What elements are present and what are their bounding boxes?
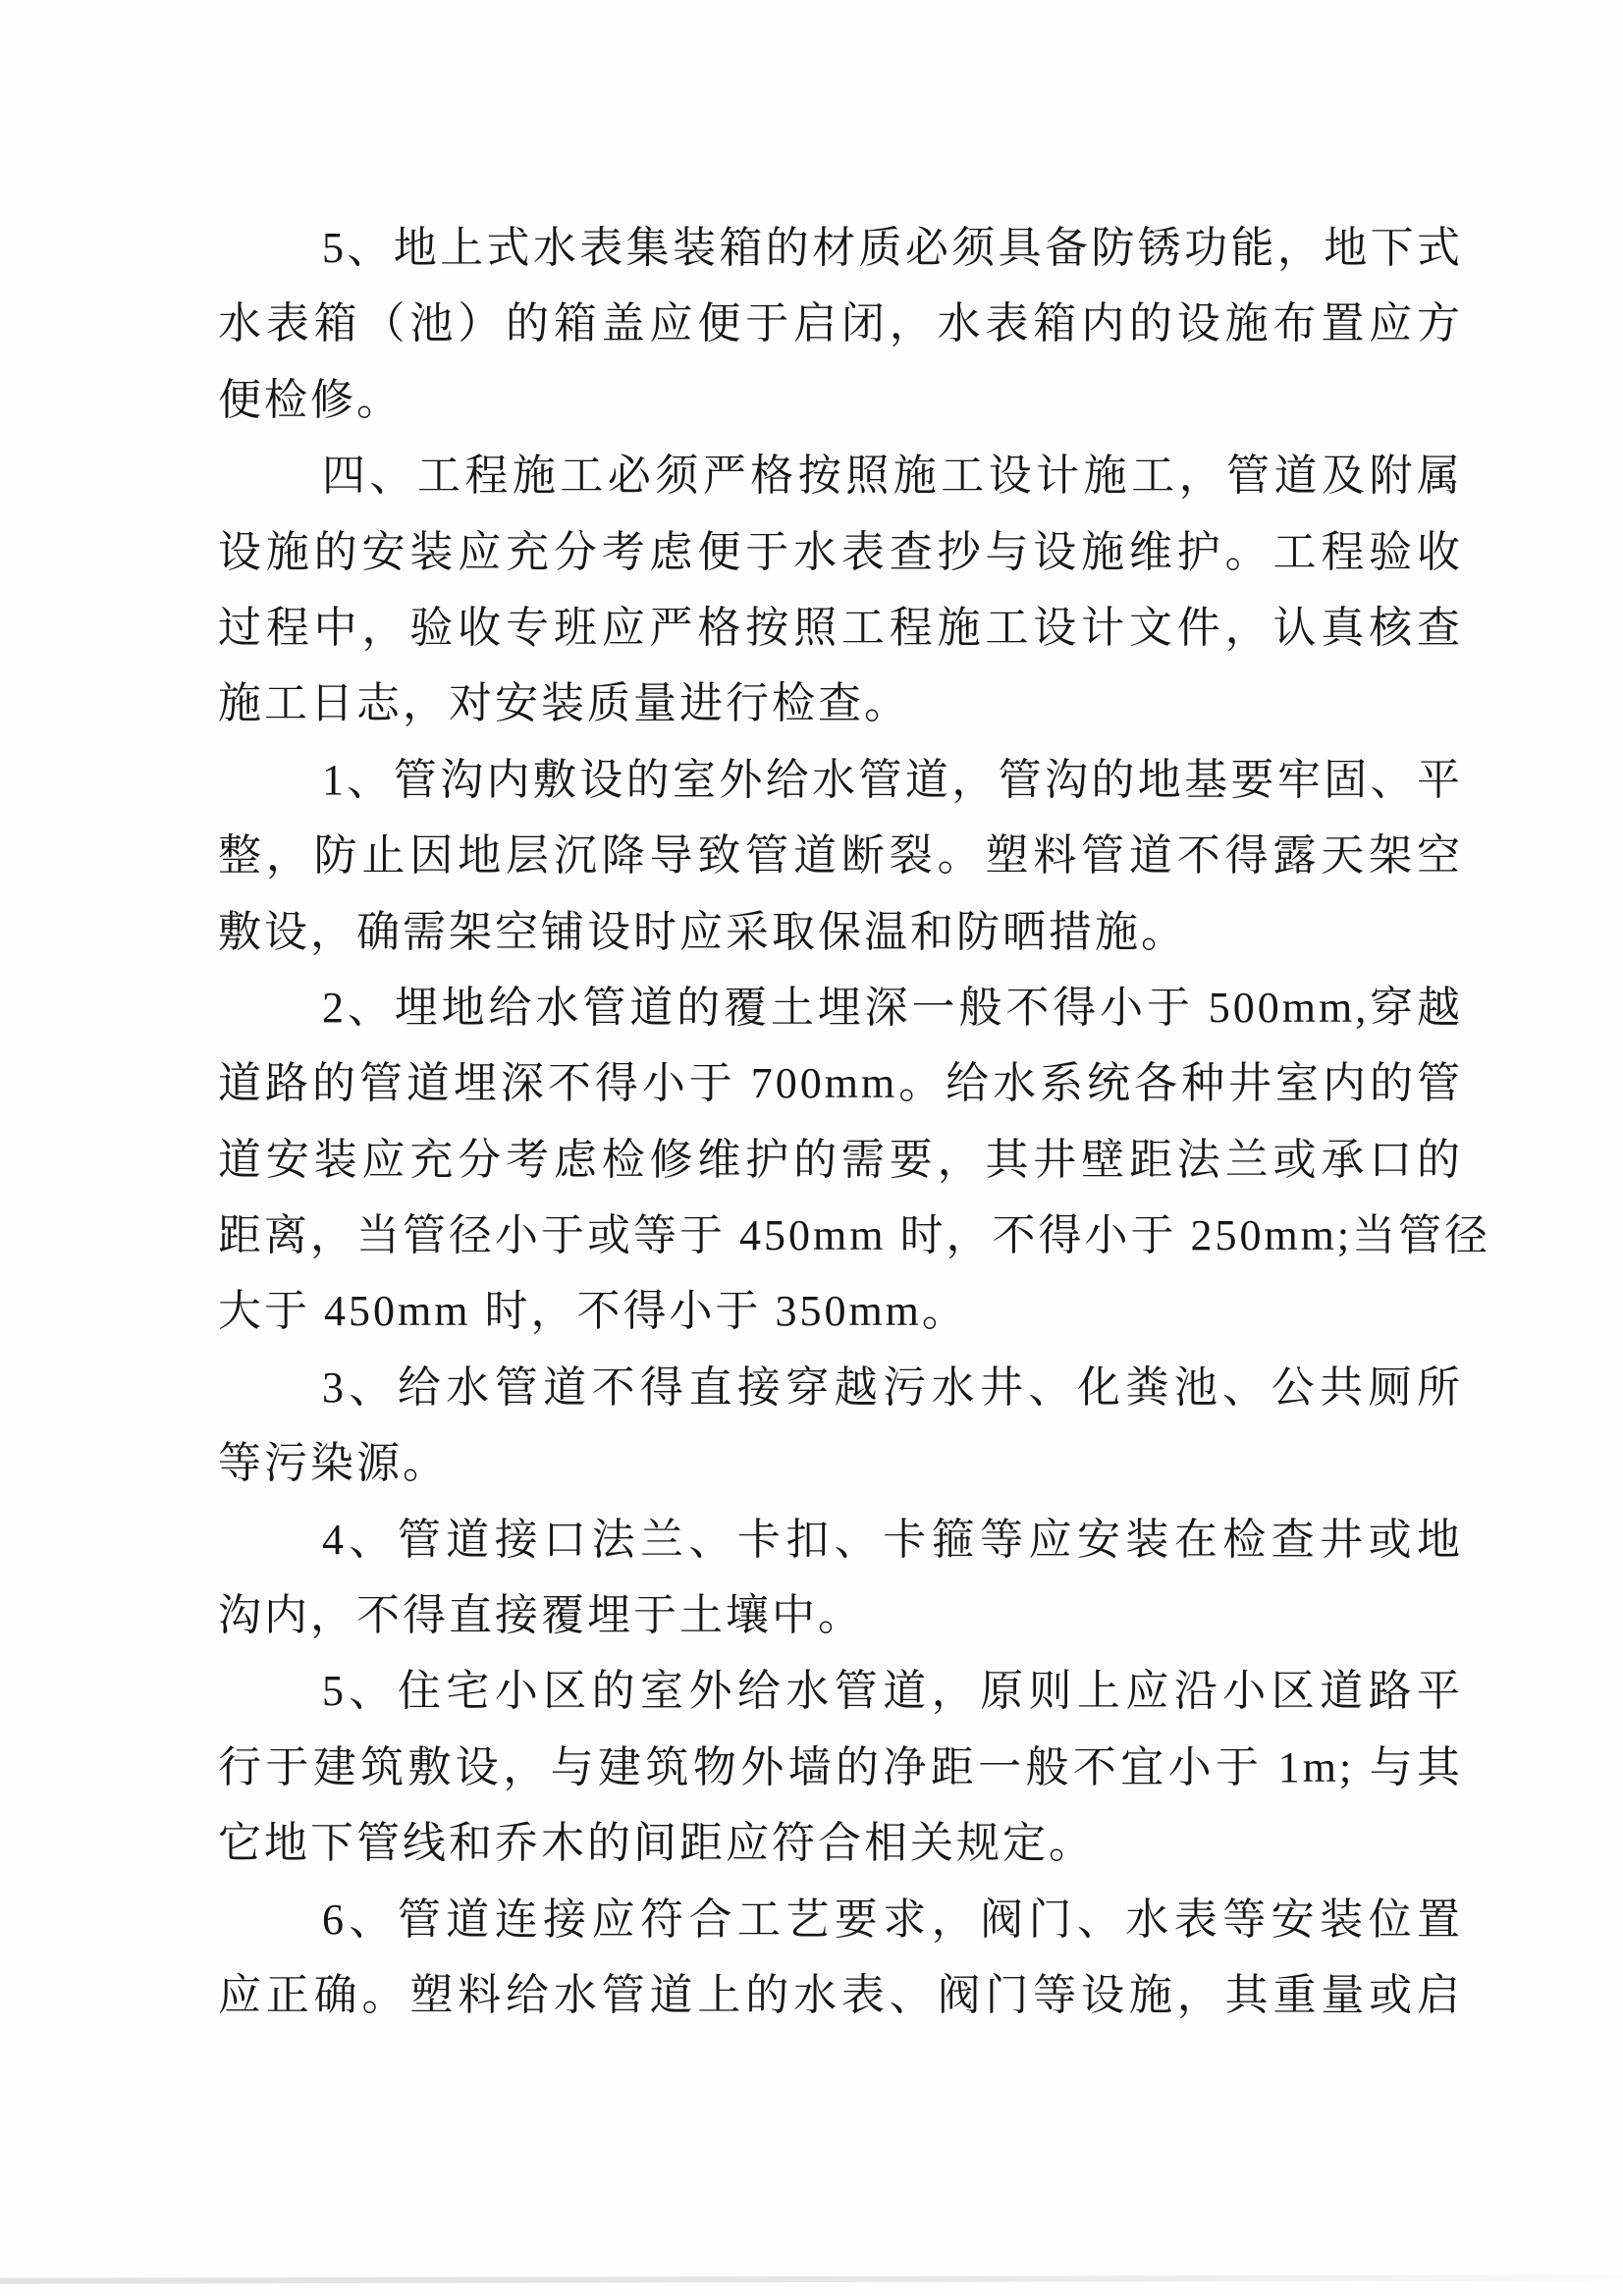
text-line: 距离，当管径小于或等于 450mm 时，不得小于 250mm;当管径 bbox=[218, 1211, 1491, 1260]
text-line: 道安装应充分考虑检修维护的需要，其井壁距法兰或承口的 bbox=[218, 1135, 1463, 1184]
text-line: 整，防止因地层沉降导致管道断裂。塑料管道不得露天架空 bbox=[218, 831, 1463, 881]
text-column bbox=[218, 210, 1491, 2033]
text-line: 过程中，验收专班应严格按照工程施工设计文件，认真核查 bbox=[218, 603, 1463, 652]
text-line: 大于 450mm 时，不得小于 350mm。 bbox=[218, 1287, 968, 1336]
text-line: 水表箱（池）的箱盖应便于启闭，水表箱内的设施布置应方 bbox=[218, 299, 1463, 348]
text-line: 1、管沟内敷设的室外给水管道，管沟的地基要牢固、平 bbox=[322, 755, 1463, 804]
text-line: 施工日志，对安装质量进行检查。 bbox=[218, 679, 910, 728]
text-line: 应正确。塑料给水管道上的水表、阀门等设施，其重量或启 bbox=[218, 1970, 1463, 2019]
text-line: 敷设，确需架空铺设时应采取保温和防晒措施。 bbox=[218, 907, 1187, 956]
text-line: 四、工程施工必须严格按照施工设计施工，管道及附属 bbox=[322, 452, 1463, 501]
text-line: 6、管道连接应符合工艺要求，阀门、水表等安装位置 bbox=[322, 1895, 1463, 1944]
text-line: 4、管道接口法兰、卡扣、卡箍等应安装在检查井或地 bbox=[322, 1515, 1463, 1564]
text-line: 便检修。 bbox=[218, 375, 403, 424]
text-line: 设施的安装应充分考虑便于水表查抄与设施维护。工程验收 bbox=[218, 527, 1463, 576]
text-line: 它地下管线和乔木的间距应符合相关规定。 bbox=[218, 1819, 1095, 1868]
text-line: 3、给水管道不得直接穿越污水井、化粪池、公共厕所 bbox=[322, 1362, 1463, 1412]
text-line: 行于建筑敷设，与建筑物外墙的净距一般不宜小于 1m; 与其 bbox=[218, 1742, 1463, 1791]
text-line: 5、地上式水表集装箱的材质必须具备防锈功能，地下式 bbox=[322, 224, 1463, 272]
text-line: 2、埋地给水管道的覆土埋深一般不得小于 500mm,穿越 bbox=[322, 983, 1463, 1032]
text-line: 5、住宅小区的室外给水管道，原则上应沿小区道路平 bbox=[322, 1667, 1463, 1716]
text-line: 沟内，不得直接覆埋于土壤中。 bbox=[218, 1591, 864, 1640]
text-line: 等污染源。 bbox=[218, 1439, 449, 1488]
text-line: 道路的管道埋深不得小于 700mm。给水系统各种井室内的管 bbox=[218, 1059, 1463, 1108]
scan-edge-shadow bbox=[0, 2274, 1623, 2283]
